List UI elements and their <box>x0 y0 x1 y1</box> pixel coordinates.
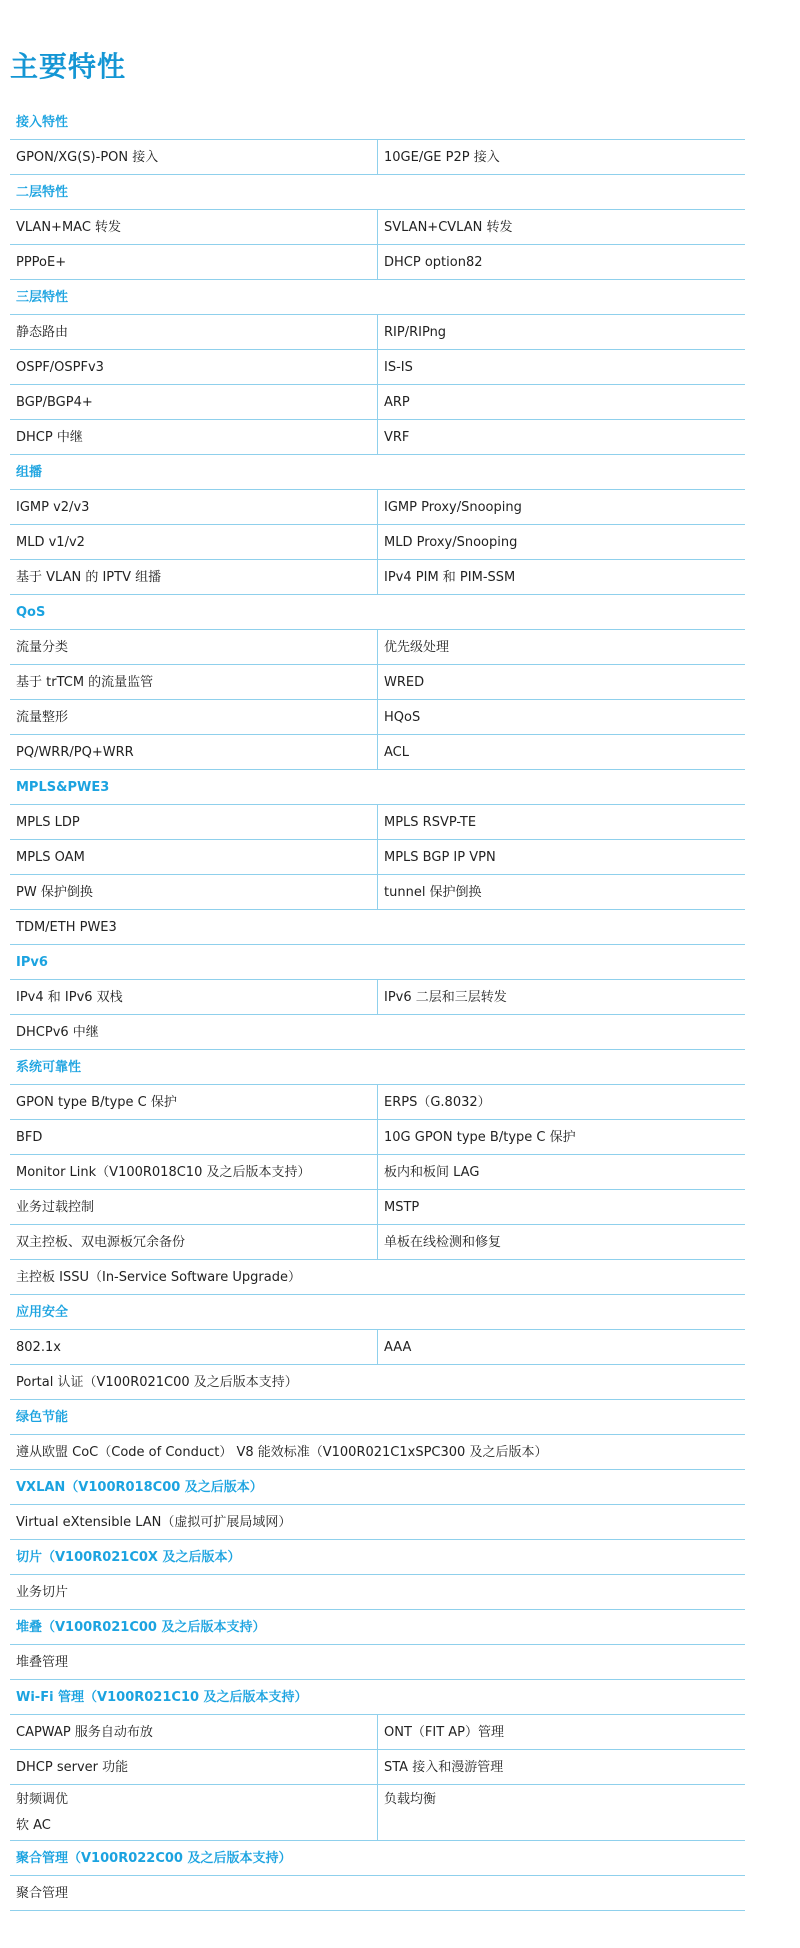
section-header <box>10 1400 745 1435</box>
section-header <box>10 455 745 490</box>
feature-cell: IPv6 二层和三层转发 <box>384 990 507 1005</box>
feature-row <box>10 1330 745 1365</box>
section-title: 二层特性 <box>16 185 69 200</box>
feature-cell: Portal 认证（V100R021C00 及之后版本支持） <box>16 1375 298 1390</box>
feature-cell: IS-IS <box>384 360 413 375</box>
feature-cell: IPv4 PIM 和 PIM-SSM <box>384 570 516 585</box>
feature-cell: CAPWAP 服务自动布放 <box>10 1715 378 1749</box>
section-title: MPLS&PWE3 <box>16 780 110 795</box>
section-header <box>10 175 745 210</box>
section-title: 应用安全 <box>16 1305 69 1320</box>
section-header <box>10 280 745 315</box>
feature-row <box>10 1505 745 1540</box>
feature-cell: IPv4 和 IPv6 双栈 <box>10 980 378 1014</box>
feature-row <box>10 1120 745 1155</box>
feature-row <box>10 1190 745 1225</box>
feature-cell: 板内和板间 LAG <box>384 1165 480 1180</box>
feature-cell: ACL <box>384 745 409 760</box>
feature-cell: WRED <box>384 675 425 690</box>
feature-cell: tunnel 保护倒换 <box>384 885 482 900</box>
feature-cell: 基于 trTCM 的流量监管 <box>10 665 378 699</box>
feature-cell: 10GE/GE P2P 接入 <box>384 150 500 165</box>
feature-cell: 流量整形 <box>10 700 378 734</box>
feature-row <box>10 1155 745 1190</box>
feature-cell: 射频调优 软 AC <box>10 1785 378 1840</box>
feature-row <box>10 490 745 525</box>
feature-row <box>10 210 745 245</box>
feature-cell: ARP <box>384 395 410 410</box>
section-header <box>10 1295 745 1330</box>
feature-row <box>10 1876 745 1911</box>
feature-row <box>10 1015 745 1050</box>
section-header <box>10 1050 745 1085</box>
feature-cell: MPLS RSVP-TE <box>384 815 477 830</box>
feature-row <box>10 525 745 560</box>
section-title: QoS <box>16 605 46 620</box>
feature-row <box>10 140 745 175</box>
feature-cell: Virtual eXtensible LAN（虚拟可扩展局域网） <box>16 1515 292 1530</box>
feature-cell: MPLS LDP <box>10 805 378 839</box>
feature-cell: BGP/BGP4+ <box>10 385 378 419</box>
feature-cell: Monitor Link（V100R018C10 及之后版本支持） <box>10 1155 378 1189</box>
section-header <box>10 1610 745 1645</box>
feature-row <box>10 1715 745 1750</box>
feature-cell: 聚合管理 <box>16 1886 69 1901</box>
section-title: 绿色节能 <box>16 1410 69 1425</box>
feature-cell: HQoS <box>384 710 421 725</box>
feature-row <box>10 630 745 665</box>
feature-cell: 堆叠管理 <box>16 1655 69 1670</box>
feature-row <box>10 1750 745 1785</box>
feature-row <box>10 1085 745 1120</box>
feature-cell: MPLS OAM <box>10 840 378 874</box>
section-title: 堆叠（V100R021C00 及之后版本支持） <box>16 1620 266 1635</box>
section-header <box>10 770 745 805</box>
feature-cell: VLAN+MAC 转发 <box>10 210 378 244</box>
feature-cell: DHCP server 功能 <box>10 1750 378 1784</box>
feature-row <box>10 1785 745 1841</box>
feature-cell: DHCP 中继 <box>10 420 378 454</box>
feature-cell: GPON/XG(S)-PON 接入 <box>10 140 378 174</box>
feature-cell: BFD <box>10 1120 378 1154</box>
feature-row <box>10 1225 745 1260</box>
section-title: 组播 <box>16 465 43 480</box>
section-title: 系统可靠性 <box>16 1060 82 1075</box>
feature-row <box>10 1435 745 1470</box>
feature-cell: DHCPv6 中继 <box>16 1025 99 1040</box>
feature-cell: DHCP option82 <box>384 255 483 270</box>
feature-cell: 业务切片 <box>16 1585 69 1600</box>
feature-cell: GPON type B/type C 保护 <box>10 1085 378 1119</box>
feature-cell: MPLS BGP IP VPN <box>384 850 496 865</box>
feature-cell: 负载均衡 <box>384 1792 437 1807</box>
feature-cell: 业务过载控制 <box>10 1190 378 1224</box>
feature-row <box>10 1260 745 1295</box>
feature-row <box>10 1645 745 1680</box>
feature-cell: 主控板 ISSU（In-Service Software Upgrade） <box>16 1270 301 1285</box>
page-title: 主要特性 <box>10 50 127 83</box>
feature-cell: 802.1x <box>10 1330 378 1364</box>
feature-cell: 双主控板、双电源板冗余备份 <box>10 1225 378 1259</box>
feature-cell: SVLAN+CVLAN 转发 <box>384 220 513 235</box>
feature-cell: MLD v1/v2 <box>10 525 378 559</box>
feature-row <box>10 910 745 945</box>
feature-row <box>10 1365 745 1400</box>
section-header <box>10 1540 745 1575</box>
feature-row <box>10 840 745 875</box>
feature-cell: 基于 VLAN 的 IPTV 组播 <box>10 560 378 594</box>
section-header <box>10 945 745 980</box>
feature-cell: OSPF/OSPFv3 <box>10 350 378 384</box>
feature-cell: IGMP Proxy/Snooping <box>384 500 522 515</box>
feature-row <box>10 980 745 1015</box>
section-header <box>10 1680 745 1715</box>
feature-cell: ONT（FIT AP）管理 <box>384 1725 505 1740</box>
feature-cell: IGMP v2/v3 <box>10 490 378 524</box>
feature-cell: 流量分类 <box>10 630 378 664</box>
feature-row <box>10 315 745 350</box>
feature-cell: RIP/RIPng <box>384 325 447 340</box>
feature-cell: VRF <box>384 430 410 445</box>
feature-cell: 静态路由 <box>10 315 378 349</box>
feature-row <box>10 735 745 770</box>
feature-cell: MLD Proxy/Snooping <box>384 535 518 550</box>
feature-row <box>10 560 745 595</box>
section-header <box>10 1470 745 1505</box>
section-title: 聚合管理（V100R022C00 及之后版本支持） <box>16 1851 292 1866</box>
feature-cell: MSTP <box>384 1200 420 1215</box>
feature-row <box>10 350 745 385</box>
feature-row <box>10 875 745 910</box>
feature-cell: 优先级处理 <box>384 640 450 655</box>
feature-row <box>10 385 745 420</box>
feature-cell: PQ/WRR/PQ+WRR <box>10 735 378 769</box>
section-title: 接入特性 <box>16 115 69 130</box>
feature-row <box>10 700 745 735</box>
section-header <box>10 595 745 630</box>
feature-row <box>10 665 745 700</box>
section-title: Wi-Fi 管理（V100R021C10 及之后版本支持） <box>16 1690 308 1705</box>
feature-cell: AAA <box>384 1340 412 1355</box>
feature-cell: 10G GPON type B/type C 保护 <box>384 1130 576 1145</box>
feature-cell: STA 接入和漫游管理 <box>384 1760 504 1775</box>
feature-row <box>10 420 745 455</box>
section-title: IPv6 <box>16 955 48 970</box>
feature-row <box>10 805 745 840</box>
section-header <box>10 1841 745 1876</box>
feature-cell: ERPS（G.8032） <box>384 1095 491 1110</box>
section-header <box>10 105 745 140</box>
feature-row <box>10 1575 745 1610</box>
feature-cell: TDM/ETH PWE3 <box>16 920 117 935</box>
section-title: 切片（V100R021C0X 及之后版本） <box>16 1550 241 1565</box>
spec-table <box>10 105 745 1911</box>
feature-cell: 遵从欧盟 CoC（Code of Conduct） V8 能效标准（V100R021C1xSPC300 及之后版本） <box>16 1445 548 1460</box>
feature-row <box>10 245 745 280</box>
feature-cell: PW 保护倒换 <box>10 875 378 909</box>
feature-cell: 单板在线检测和修复 <box>384 1235 502 1250</box>
section-title: VXLAN（V100R018C00 及之后版本） <box>16 1480 263 1495</box>
feature-cell: PPPoE+ <box>10 245 378 279</box>
section-title: 三层特性 <box>16 290 69 305</box>
